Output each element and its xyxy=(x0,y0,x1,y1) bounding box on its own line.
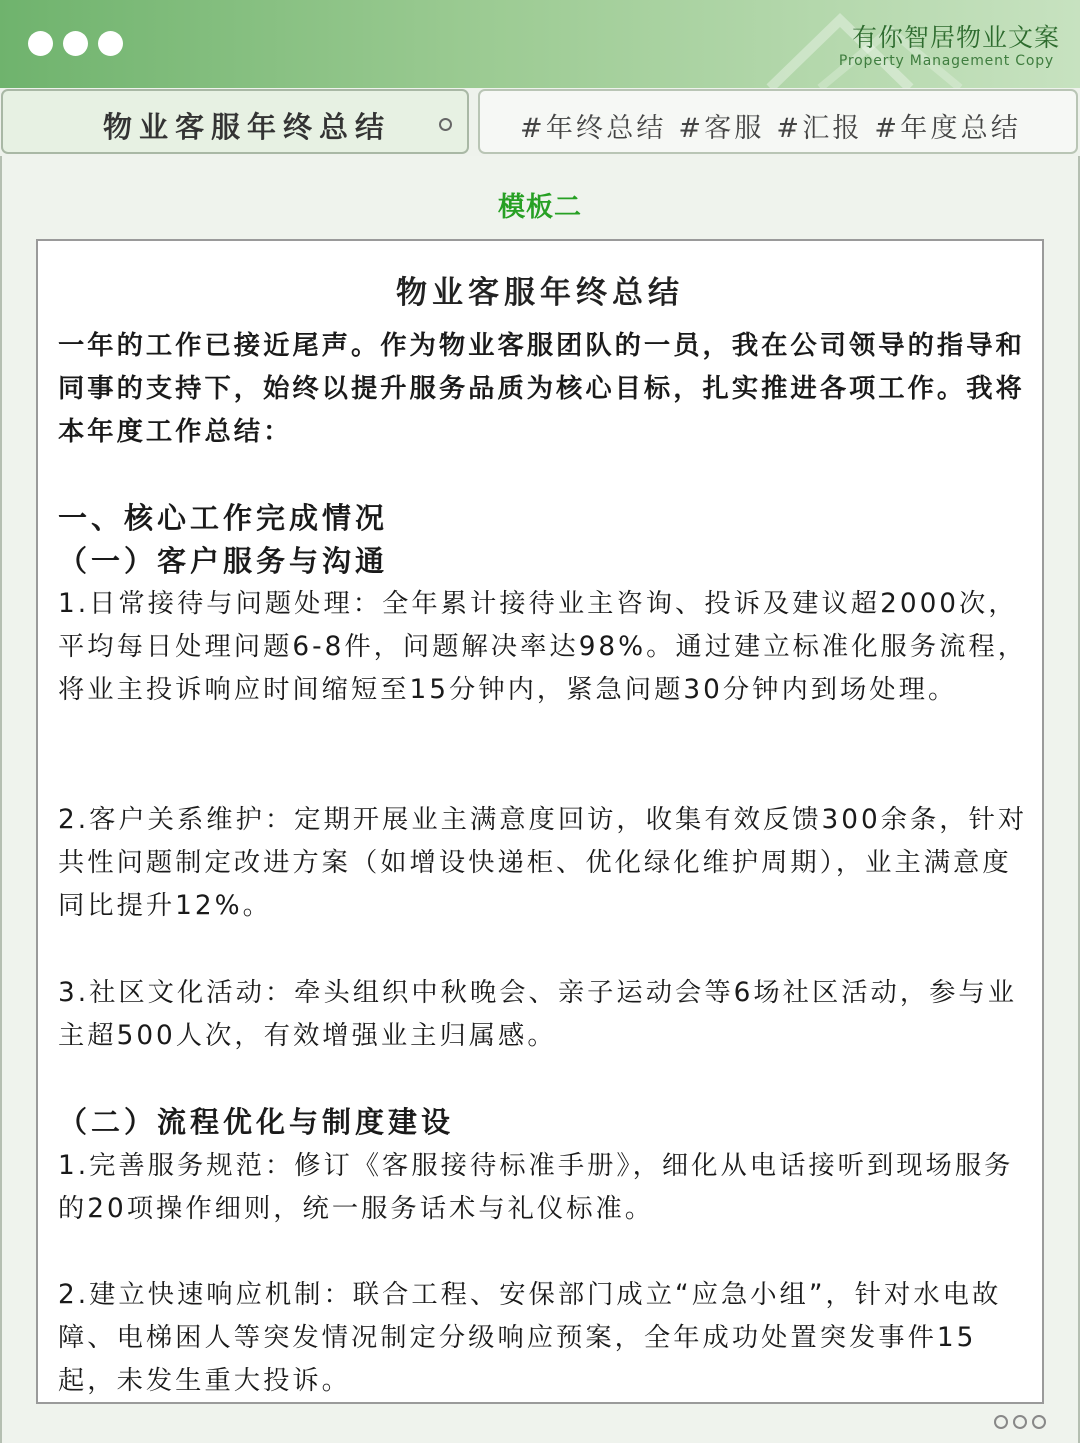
page-dot-icon[interactable] xyxy=(994,1415,1008,1429)
section-heading: 一、核心工作完成情况 xyxy=(58,501,389,535)
list-item: 2.建立快速响应机制：联合工程、安保部门成立“应急小组”，针对水电故障、电梯困人等突发情况制定分级响应预案，全年成功处置突发事件15起，未发生重大投诉。 xyxy=(58,1280,1002,1396)
page-indicator xyxy=(994,1415,1046,1429)
list-item: 1.日常接待与问题处理：全年累计接待业主咨询、投诉及建议超2000次，平均每日处理问题6-8件，问题解决率达98%。通过建立标准化服务流程，将业主投诉响应时间缩短至15分钟内，紧急问题30分钟内到场处理。 xyxy=(58,589,1028,705)
page-dot-icon[interactable] xyxy=(1032,1415,1046,1429)
tab-circle-icon[interactable] xyxy=(439,118,452,131)
window-dot-icon[interactable] xyxy=(28,31,53,56)
list-item: 3.社区文化活动：牵头组织中秋晚会、亲子运动会等6场社区活动，参与业主超500人次，有效增强业主归属感。 xyxy=(58,978,1018,1051)
template-label: 模板二 xyxy=(498,192,582,223)
page-dot-icon[interactable] xyxy=(1013,1415,1027,1429)
window-header xyxy=(0,0,1080,88)
window-dot-icon[interactable] xyxy=(98,31,123,56)
tab-active[interactable] xyxy=(1,89,469,154)
brand-subtitle: Property Management Copy xyxy=(838,53,1054,69)
hashtags: #年终总结 #客服 #汇报 #年度总结 xyxy=(520,113,1022,144)
tab-bar xyxy=(0,88,1080,158)
subsection-heading: （二）流程优化与制度建设 xyxy=(58,1105,455,1139)
tab-tags[interactable] xyxy=(478,89,1078,154)
tab-title: 物业客服年终总结 xyxy=(103,110,392,144)
intro-paragraph: 一年的工作已接近尾声。作为物业客服团队的一员，我在公司领导的指导和同事的支持下，始终以提升服务品质为核心目标，扎实推进各项工作。我将本年度工作总结： xyxy=(58,331,1025,447)
document-title: 物业客服年终总结 xyxy=(396,275,684,311)
window-dot-icon[interactable] xyxy=(63,31,88,56)
document-card xyxy=(36,239,1044,1404)
list-item: 1.完善服务规范：修订《客服接待标准手册》，细化从电话接听到现场服务的20项操作细则，统一服务话术与礼仪标准。 xyxy=(58,1151,1014,1224)
window-controls xyxy=(28,31,123,56)
list-item: 2.客户关系维护：定期开展业主满意度回访，收集有效反馈300余条，针对共性问题制定改进方案（如增设快递柜、优化绿化维护周期），业主满意度同比提升12%。 xyxy=(58,805,1028,921)
subsection-heading: （一）客户服务与沟通 xyxy=(58,544,389,578)
brand-title: 有你智居物业文案 xyxy=(851,23,1060,52)
